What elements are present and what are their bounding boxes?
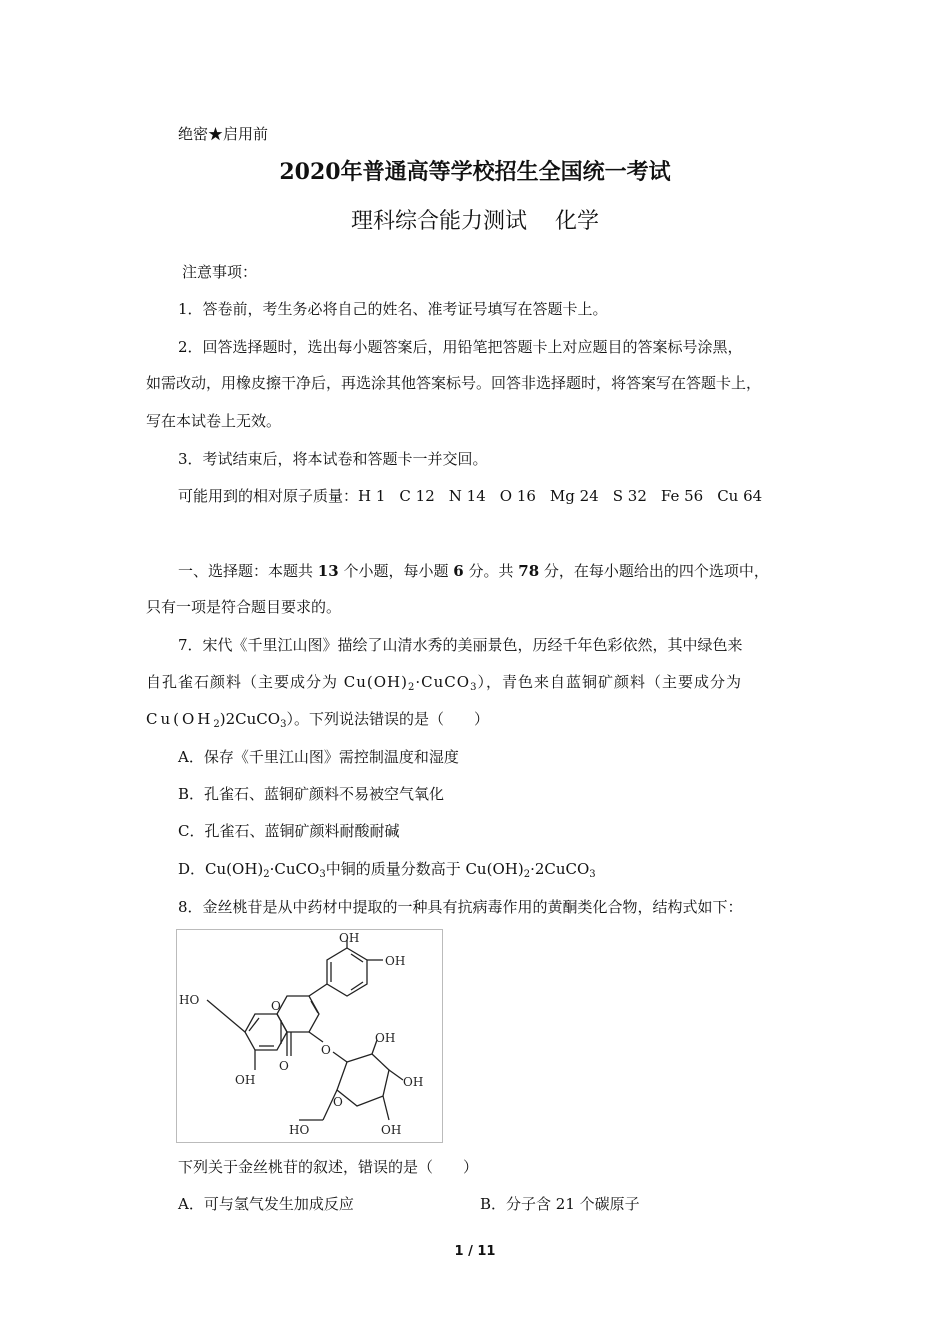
label-sugar-ring-o: O — [333, 1095, 343, 1109]
label-ring-o: O — [271, 999, 281, 1013]
notice-item-2-line-2: 如需改动，用橡皮擦干净后，再选涂其他答案标号。回答非选择题时，将答案写在答题卡上， — [146, 374, 762, 392]
q7-option-b: B．孔雀石、蓝铜矿颜料不易被空气氧化 — [178, 785, 445, 803]
secret-label: 绝密★启用前 — [178, 125, 269, 143]
label-link-o: O — [321, 1043, 331, 1057]
notice-item-2-line-3: 写在本试卷上无效。 — [146, 412, 282, 430]
q7-option-a: A．保存《千里江山图》需控制温度和湿度 — [178, 748, 459, 766]
subtitle-subject-group: 理科综合能力测试 — [350, 209, 527, 234]
mass-mg: Mg 24 — [549, 487, 599, 505]
mass-s: S 32 — [612, 487, 647, 505]
label-carbonyl-o: O — [279, 1059, 289, 1073]
section-1-heading: 一、选择题：本题共 13 个小题，每小题 6 分。共 78 分，在每小题给出的四个选项中， — [178, 562, 769, 580]
mass-n: N 14 — [448, 487, 486, 505]
exam-title: 2020年普通高等学校招生全国统一考试 — [279, 159, 671, 185]
notice-item-2-line-1: 2．回答选择题时，选出每小题答案后，用铅笔把答题卡上对应题目的答案标号涂黑， — [178, 338, 743, 356]
label-oh-top: OH — [339, 931, 360, 945]
q7-stem-line-1: 7．宋代《千里江山图》描绘了山清水秀的美丽景色，历经千年色彩依然，其中绿色来 — [178, 636, 743, 654]
page-number: 1 / 11 — [454, 1244, 496, 1259]
exam-subtitle — [0, 208, 950, 236]
label-sugar-ho: HO — [289, 1123, 310, 1137]
mass-o: O 16 — [499, 487, 536, 505]
label-oh-bottom: OH — [235, 1073, 256, 1087]
section-1-heading-line-2: 只有一项是符合题目要求的。 — [146, 598, 342, 616]
mass-c: C 12 — [399, 487, 435, 505]
notice-item-1: 1．答卷前，考生务必将自己的姓名、准考证号填写在答题卡上。 — [178, 300, 608, 318]
mass-fe: Fe 56 — [660, 487, 704, 505]
label-sugar-oh-2: OH — [403, 1075, 424, 1089]
mass-h: H 1 — [358, 487, 386, 505]
subtitle-subject: 化学 — [555, 209, 600, 234]
q7-stem-line-3: $Cu(OH_2)2CuCO_3$）。下列说法错误的是（ ） — [146, 710, 489, 730]
label-ho-left: HO — [179, 993, 200, 1007]
hyperoside-structure — [177, 930, 442, 1142]
label-sugar-oh-3: OH — [381, 1123, 402, 1137]
q7-option-c: C．孔雀石、蓝铜矿颜料耐酸耐碱 — [178, 822, 400, 840]
label-oh-right: OH — [385, 954, 406, 968]
q8-question: 下列关于金丝桃苷的叙述，错误的是（ ） — [178, 1158, 479, 1176]
label-sugar-oh-1: OH — [375, 1031, 396, 1045]
notice-item-3: 3．考试结束后，将本试卷和答题卡一并交回。 — [178, 450, 488, 468]
q7-option-d: D．$Cu(OH)_2\cdot CuCO_3$中铜的质量分数高于 $Cu(OH)_2\cdot 2CuCO_3$ — [178, 860, 596, 880]
atomic-masses-label: 可能用到的相对原子质量： — [178, 487, 359, 505]
q7-stem-line-2: 自孔雀石颜料（主要成分为 $Cu(OH)_2\cdot CuCO_3$），青色来自蓝铜矿颜料（主要成分为 — [146, 673, 742, 693]
q8-option-b: B．分子含 21 个碳原子 — [480, 1195, 640, 1213]
mass-cu: Cu 64 — [717, 487, 763, 505]
q8-stem: 8．金丝桃苷是从中药材中提取的一种具有抗病毒作用的黄酮类化合物，结构式如下： — [178, 898, 743, 916]
notice-heading: 注意事项： — [182, 263, 258, 281]
hyperoside-structure-figure — [176, 929, 443, 1143]
atomic-masses — [178, 486, 776, 506]
q8-option-a: A．可与氢气发生加成反应 — [178, 1195, 354, 1213]
